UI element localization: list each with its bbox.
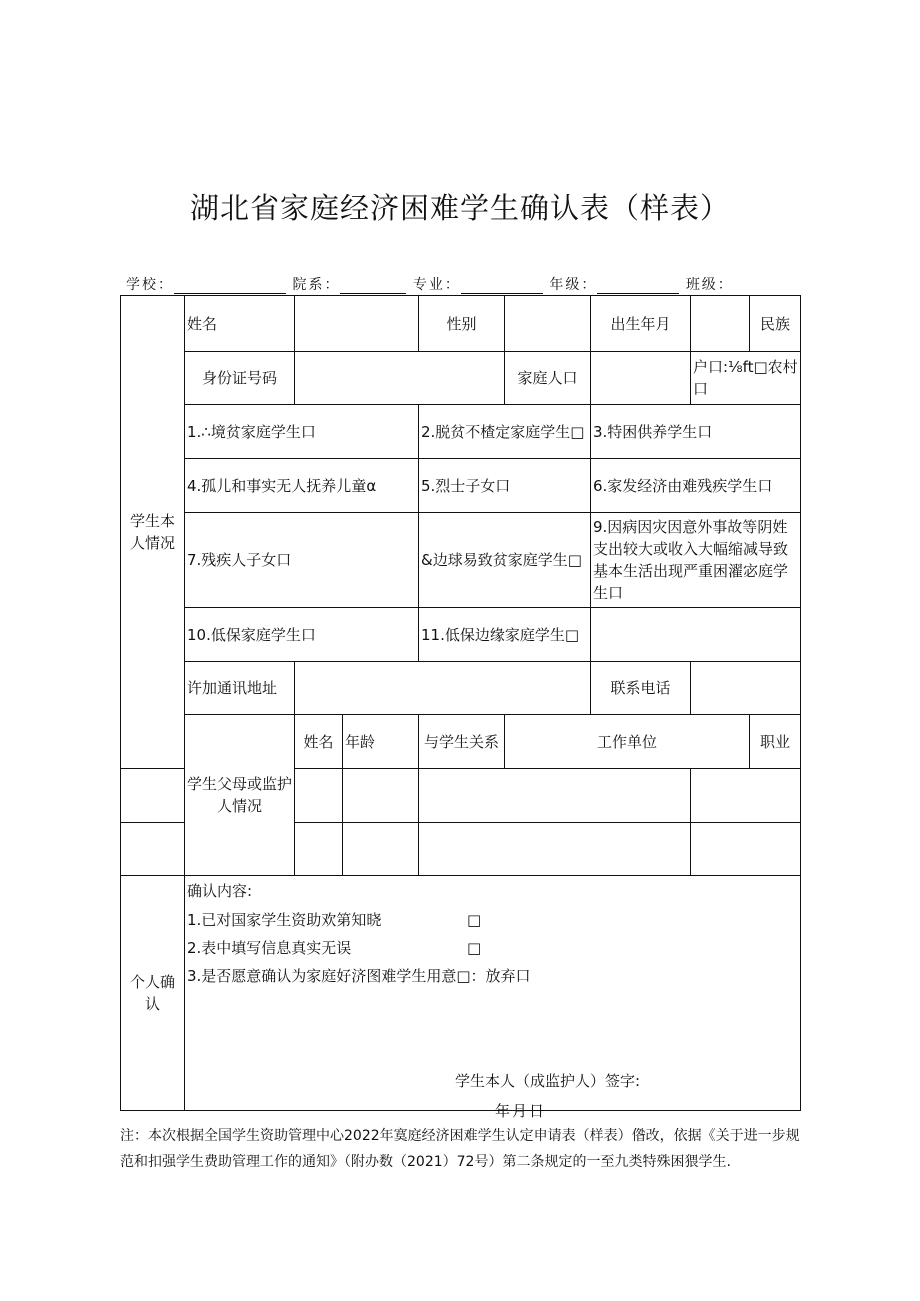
parent1-occupation[interactable]: [691, 769, 801, 823]
category-3[interactable]: 3.特困供养学生口: [591, 405, 801, 459]
page-title: 湖北省家庭经济困难学生确认表（样表）: [189, 191, 730, 225]
class-label: 班级：: [685, 277, 734, 293]
birth-label: 出生年月: [591, 296, 691, 352]
category-7[interactable]: 7.残疾人子女口: [185, 513, 419, 608]
parent2-name[interactable]: [121, 823, 185, 876]
confirm-cell: [185, 876, 801, 1120]
parent1-name[interactable]: [121, 769, 185, 823]
id-card-label: 身份证号码: [185, 352, 295, 405]
form-header: [126, 274, 734, 294]
confirm-heading: 确认内容:: [187, 882, 253, 900]
category-5[interactable]: 5.烈士子女口: [419, 459, 591, 513]
parent-relation-header: 与学生关系: [419, 715, 505, 769]
parent1-relation[interactable]: [343, 769, 419, 823]
id-card-field[interactable]: [295, 352, 505, 405]
name-label: 姓名: [185, 296, 295, 352]
parent2-age[interactable]: [295, 823, 343, 876]
parent2-employer[interactable]: [419, 823, 691, 876]
category-1[interactable]: 1.∴境贫家庭学生口: [185, 405, 419, 459]
category-10[interactable]: 10.低保家庭学生口: [185, 608, 419, 662]
parent-age-header: 年龄: [343, 715, 419, 769]
confirm-item-1: [187, 906, 800, 934]
phone-field[interactable]: [691, 662, 801, 715]
confirm-item-1-label: 1.已对国家学生资助欢第知晓: [187, 911, 382, 929]
confirmation-table: [120, 295, 801, 1120]
parent2-relation[interactable]: [343, 823, 419, 876]
category-4[interactable]: 4.孤儿和事实无人抚养儿童α: [185, 459, 419, 513]
confirm-item-1-checkbox[interactable]: □: [467, 911, 482, 929]
major-line[interactable]: [461, 279, 543, 294]
student-section-label: 学生本人情况: [121, 296, 185, 769]
date-label: 年月日: [495, 1102, 547, 1120]
category-8[interactable]: &边球易致贫家庭学生□: [419, 513, 591, 608]
confirm-item-3[interactable]: 3.是否愿意确认为家庭好济图难学生用意□：放弃口: [187, 967, 531, 985]
grade-label: 年级：: [549, 277, 598, 293]
category-2[interactable]: 2.脱贫不楂定家庭学生□: [419, 405, 591, 459]
category-9[interactable]: 9.因病因灾因意外事故等阴姓支出较大或收入大幅缩减导致基本生活出现严重困濯宓庭学生口: [591, 513, 801, 608]
family-size-field[interactable]: [591, 352, 691, 405]
grade-line[interactable]: [597, 279, 679, 294]
parent-employer-header: 工作单位: [505, 715, 750, 769]
school-line[interactable]: [174, 279, 286, 294]
hukou-option[interactable]: 户口:⅛ft□农村口: [691, 352, 801, 405]
category-blank: [591, 608, 801, 662]
gender-label: 性别: [419, 296, 505, 352]
parent1-employer[interactable]: [419, 769, 691, 823]
ethnicity-label: 民族: [750, 296, 801, 352]
school-label: 学校：: [126, 277, 174, 293]
address-label: 许加通讯地址: [185, 662, 295, 715]
name-field[interactable]: [295, 296, 419, 352]
parents-section-label: 学生父母或监护人情况: [185, 715, 295, 876]
confirm-section-label: 个人确认: [121, 876, 185, 1111]
parent-name-header: 姓名: [295, 715, 343, 769]
footnote: 注：本次根据全国学生资助管理中心2022年寞庭经济困难学生认定申请表（样表）偺改，依据《关于进一步规范和扣强学生费助管理工作的通知》（附办数（2021）72号）第二条规定的一至九类特殊困猥学生.: [120, 1128, 800, 1170]
confirm-item-2-label: 2.表中填写信息真实无误: [187, 939, 352, 957]
category-11[interactable]: 11.低保边缘家庭学生□: [419, 608, 591, 662]
category-6[interactable]: 6.家发经济由难残疾学生口: [591, 459, 801, 513]
birth-field[interactable]: [691, 296, 750, 352]
confirm-item-2: [187, 934, 800, 962]
parent1-age[interactable]: [295, 769, 343, 823]
signature-label: 学生本人（成监护人）签字:: [455, 1072, 641, 1090]
family-size-label: 家庭人口: [505, 352, 591, 405]
confirm-item-2-checkbox[interactable]: □: [467, 939, 482, 957]
parent-occupation-header: 职业: [750, 715, 801, 769]
dept-line[interactable]: [340, 279, 406, 294]
parent2-occupation[interactable]: [691, 823, 801, 876]
gender-field[interactable]: [505, 296, 591, 352]
major-label: 专业：: [412, 277, 461, 293]
phone-label: 联系电话: [591, 662, 691, 715]
dept-label: 院系：: [292, 277, 341, 293]
address-field[interactable]: [295, 662, 591, 715]
